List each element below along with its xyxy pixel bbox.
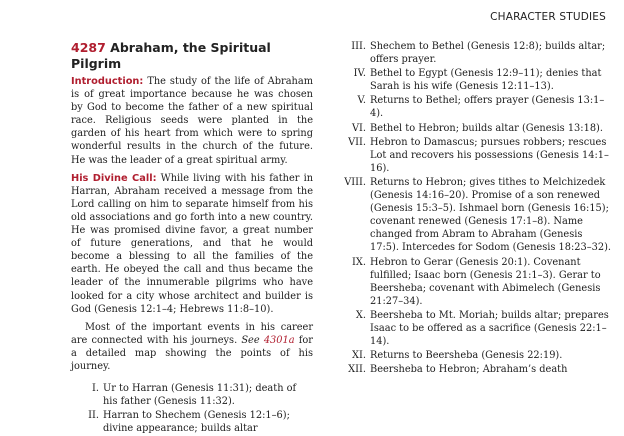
journey-numeral: I.: [92, 383, 99, 395]
divine-call-paragraph: [71, 172, 313, 316]
journey-text: Shechem to Bethel (Genesis 12:8); builds altar; offers prayer.: [370, 41, 606, 66]
journey-item: [326, 40, 612, 66]
journey-item: [326, 256, 612, 308]
journey-item: [326, 363, 612, 376]
article-title-text: Abraham, the Spiritual Pilgrim: [71, 40, 271, 71]
events-text-a: Most of the important events in his career are connected with his journeys.: [71, 321, 313, 346]
journey-list-left: [71, 382, 313, 435]
journey-text: Harran to Shechem (Genesis 12:1–6); divine appearance; builds altar: [103, 410, 290, 435]
journey-text: Beersheba to Hebron; Abraham’s death: [370, 364, 568, 376]
journey-numeral: VII.: [348, 136, 366, 148]
journey-item: [326, 176, 612, 255]
intro-text: The study of the life of Abraham is of great importance because he was chosen by God to become the father of a new spiritual race. Religious seeds were planted in the garden of his heart from which were to spring wonderful results in the church of the future. He was the leader of a great spiritual army.: [71, 76, 313, 166]
journey-numeral: V.: [357, 95, 366, 107]
journey-item: [326, 309, 612, 348]
events-text-b: for a detailed map showing the points of his journey.: [71, 334, 313, 372]
journey-numeral: VI.: [351, 122, 366, 134]
events-paragraph: [71, 321, 313, 373]
journey-numeral: XI.: [352, 350, 366, 362]
article-number: 4287: [71, 40, 106, 55]
see-reference-link[interactable]: 4301a: [263, 334, 295, 346]
journey-text: Returns to Hebron; gives tithes to Melchizedek (Genesis 14:16–20). Promise of a son renewed (Genesis 15:3–5). Ishmael born (Genesis 16:15); covenant renewed (Genesis 17:1–8). Name changed from Abram to Abraham (Genesis 17:5). Intercedes for Sodom (Genesis 18:23–32).: [370, 176, 612, 254]
journey-text: Returns to Bethel; offers prayer (Genesis 13:1–4).: [370, 95, 605, 120]
journey-item: [71, 382, 313, 408]
journey-item: [326, 349, 612, 362]
journey-numeral: XII.: [348, 364, 366, 376]
journey-item: [326, 122, 612, 135]
call-text: While living with his father in Harran, Abraham received a message from the Lord calling on him to separate himself from his old associations and go forth into a new country. He was promised divine favor, a great number of future generations, and that he would become a blessing to all the families of the earth. He obeyed the call and thus became the leader of the innumerable pilgrims who have looked for a city whose architect and builder is God (Genesis 12:1–4; Hebrews 11:8–10).: [71, 172, 314, 315]
journey-numeral: IX.: [352, 256, 366, 268]
left-column: [71, 40, 313, 436]
journey-numeral: X.: [355, 309, 366, 321]
journey-item: [326, 94, 612, 120]
right-column: [326, 40, 612, 377]
journey-numeral: VIII.: [344, 176, 366, 188]
journey-text: Hebron to Gerar (Genesis 20:1). Covenant fulfilled; Isaac born (Genesis 21:1–3). Gerar to Beersheba; covenant with Abimelech (Genesis 21:27–34).: [370, 256, 601, 307]
journey-text: Bethel to Hebron; builds altar (Genesis 13:18).: [370, 122, 603, 134]
journey-item: [71, 409, 313, 435]
see-label: See: [241, 334, 260, 346]
introduction-paragraph: [71, 75, 313, 167]
journey-text: Bethel to Egypt (Genesis 12:9–11); denies that Sarah is his wife (Genesis 12:11–13).: [370, 68, 602, 93]
journey-text: Returns to Beersheba (Genesis 22:19).: [370, 350, 563, 362]
journey-numeral: IV.: [353, 68, 366, 80]
journey-text: Hebron to Damascus; pursues robbers; rescues Lot and recovers his possessions (Genesis 14:1–16).: [370, 136, 609, 174]
section-header: CHARACTER STUDIES: [490, 11, 606, 23]
intro-label: Introduction:: [71, 76, 144, 87]
article-title: [71, 40, 313, 72]
journey-text: Ur to Harran (Genesis 11:31); death of his father (Genesis 11:32).: [103, 383, 297, 408]
call-label: His Divine Call:: [71, 172, 157, 184]
journey-item: [326, 136, 612, 175]
journey-item: [326, 67, 612, 93]
journey-text: Beersheba to Mt. Moriah; builds altar; prepares Isaac to be offered as a sacrifice (Genesis 22:1–14).: [370, 309, 609, 348]
journey-numeral: II.: [88, 410, 99, 422]
journey-numeral: III.: [351, 41, 366, 52]
